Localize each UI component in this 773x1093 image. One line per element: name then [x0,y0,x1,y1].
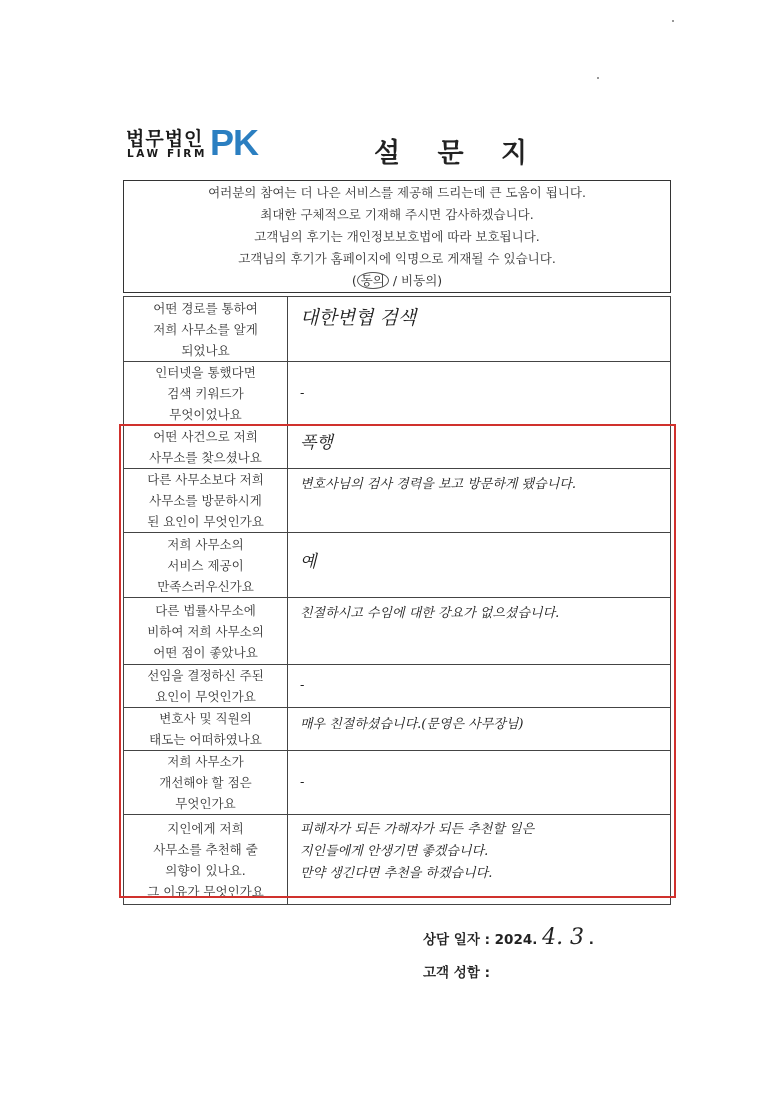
handwritten-answer: 변호사님의 검사 경력을 보고 방문하게 됐습니다. [300,477,576,492]
question-cell [124,362,288,426]
question-cell [124,708,288,751]
question-cell [124,815,288,905]
handwritten-answer: 지인들에게 안생기면 좋겠습니다. [300,844,489,859]
question-cell [124,469,288,533]
intro-line: 최대한 구체적으로 기재해 주시면 감사하겠습니다. [260,207,534,222]
question-line: 선임을 결정하신 주된 [147,668,264,683]
question-line: 서비스 제공이 [167,557,244,573]
law-firm-logo [126,124,276,164]
question-line: 무엇인가요 [175,796,236,811]
handwritten-answer: - [300,774,305,790]
answer-cell[interactable] [288,708,671,751]
question-cell [124,751,288,815]
handwritten-answer: 대한변협 검색 [300,307,417,329]
consent-line [124,270,670,292]
name-label: 고객 성함 : [423,965,490,981]
question-line: 변호사 및 직원의 [159,711,252,726]
question-cell [124,297,288,362]
question-line: 사무소를 찾으셨나요 [149,450,262,465]
question-line: 저희 사무소의 [167,536,244,552]
answer-cell[interactable] [288,469,671,533]
consent-paren-open: ( [351,273,357,288]
question-line: 다른 법률사무소에 [155,602,256,618]
question-line: 저희 사무소를 알게 [153,321,258,337]
question-line: 그 이유가 무엇인가요 [147,883,264,899]
handwritten-answer: 만약 생긴다면 추천을 하겠습니다. [300,866,493,881]
question-cell [124,665,288,708]
consent-paren-close: ) [437,273,443,288]
answer-cell[interactable] [288,533,671,598]
answer-cell[interactable] [288,297,671,362]
question-cell [124,598,288,665]
handwritten-answer: - [300,385,305,401]
question-line: 어떤 사건으로 저희 [153,429,258,444]
question-line: 지인에게 저희 [167,820,244,836]
intro-line: 고객님의 후기가 홈페이지에 익명으로 게재될 수 있습니다. [238,251,556,266]
question-line: 태도는 어떠하였나요 [149,732,262,747]
answer-cell[interactable] [288,815,671,905]
handwritten-answer: 폭행 [300,433,333,453]
question-line: 의향이 있나요. [165,862,246,878]
handwritten-answer: 피해자가 되든 가해자가 되든 추천할 일은 [300,822,535,837]
table-row [124,751,671,815]
table-row [124,469,671,533]
consent-disagree-option[interactable]: 비동의 [401,273,438,288]
question-line: 어떤 경로를 통하여 [153,300,258,316]
question-line: 개선해야 할 점은 [159,775,252,790]
intro-line: 여러분의 참여는 더 나은 서비스를 제공해 드리는데 큰 도움이 됩니다. [208,185,586,200]
table-row [124,297,671,362]
table-row [124,708,671,751]
question-cell [124,533,288,598]
scan-speck [597,77,599,79]
answer-cell[interactable] [288,751,671,815]
question-line: 요인이 무엇인가요 [155,689,256,704]
table-row [124,533,671,598]
question-line: 무엇이었나요 [169,407,242,422]
table-row [124,362,671,426]
question-line: 사무소를 방문하시게 [149,493,262,508]
question-line: 되었나요 [181,342,230,358]
table-row [124,815,671,905]
question-line: 저희 사무소가 [167,754,244,769]
table-row [124,598,671,665]
question-line: 사무소를 추천해 줄 [153,841,258,857]
logo-pk-mark: PK [210,122,259,163]
intro-line: 고객님의 후기는 개인정보보호법에 따라 보호됩니다. [254,229,540,244]
page-title: 설 문 지 [374,138,542,169]
question-line: 검색 키워드가 [167,386,244,401]
consent-agree-option[interactable]: 동의 [357,272,389,289]
handwritten-answer: 예 [300,552,317,572]
logo-english-text: LAW FIRM [127,148,207,160]
question-line: 비하여 저희 사무소의 [147,623,264,639]
questionnaire-table [123,296,671,905]
answer-cell[interactable] [288,665,671,708]
intro-box [123,180,671,293]
scan-speck [672,20,674,22]
consultation-date [423,925,594,950]
handwritten-answer: - [300,678,305,693]
question-line: 어떤 점이 좋았나요 [153,644,258,660]
answer-cell[interactable] [288,362,671,426]
customer-name [423,961,490,981]
date-handwritten: 4. 3 [542,925,585,950]
question-cell [124,426,288,469]
handwritten-answer: 매우 친절하셨습니다.(문영은 사무장님) [300,717,524,732]
date-end: . [588,932,594,948]
question-line: 만족스러우신가요 [157,578,254,594]
consent-separator: / [388,273,402,288]
logo-korean-text: 법무법인 [126,128,204,150]
question-line: 된 요인이 무엇인가요 [147,514,264,529]
date-label: 상담 일자 : 2024. [423,932,538,948]
table-row [124,665,671,708]
question-line: 다른 사무소보다 저희 [147,472,264,487]
answer-cell[interactable] [288,598,671,665]
question-line: 인터넷을 통했다면 [155,365,256,380]
answer-cell[interactable] [288,426,671,469]
table-row [124,426,671,469]
handwritten-answer: 친절하시고 수임에 대한 강요가 없으셨습니다. [300,606,560,621]
